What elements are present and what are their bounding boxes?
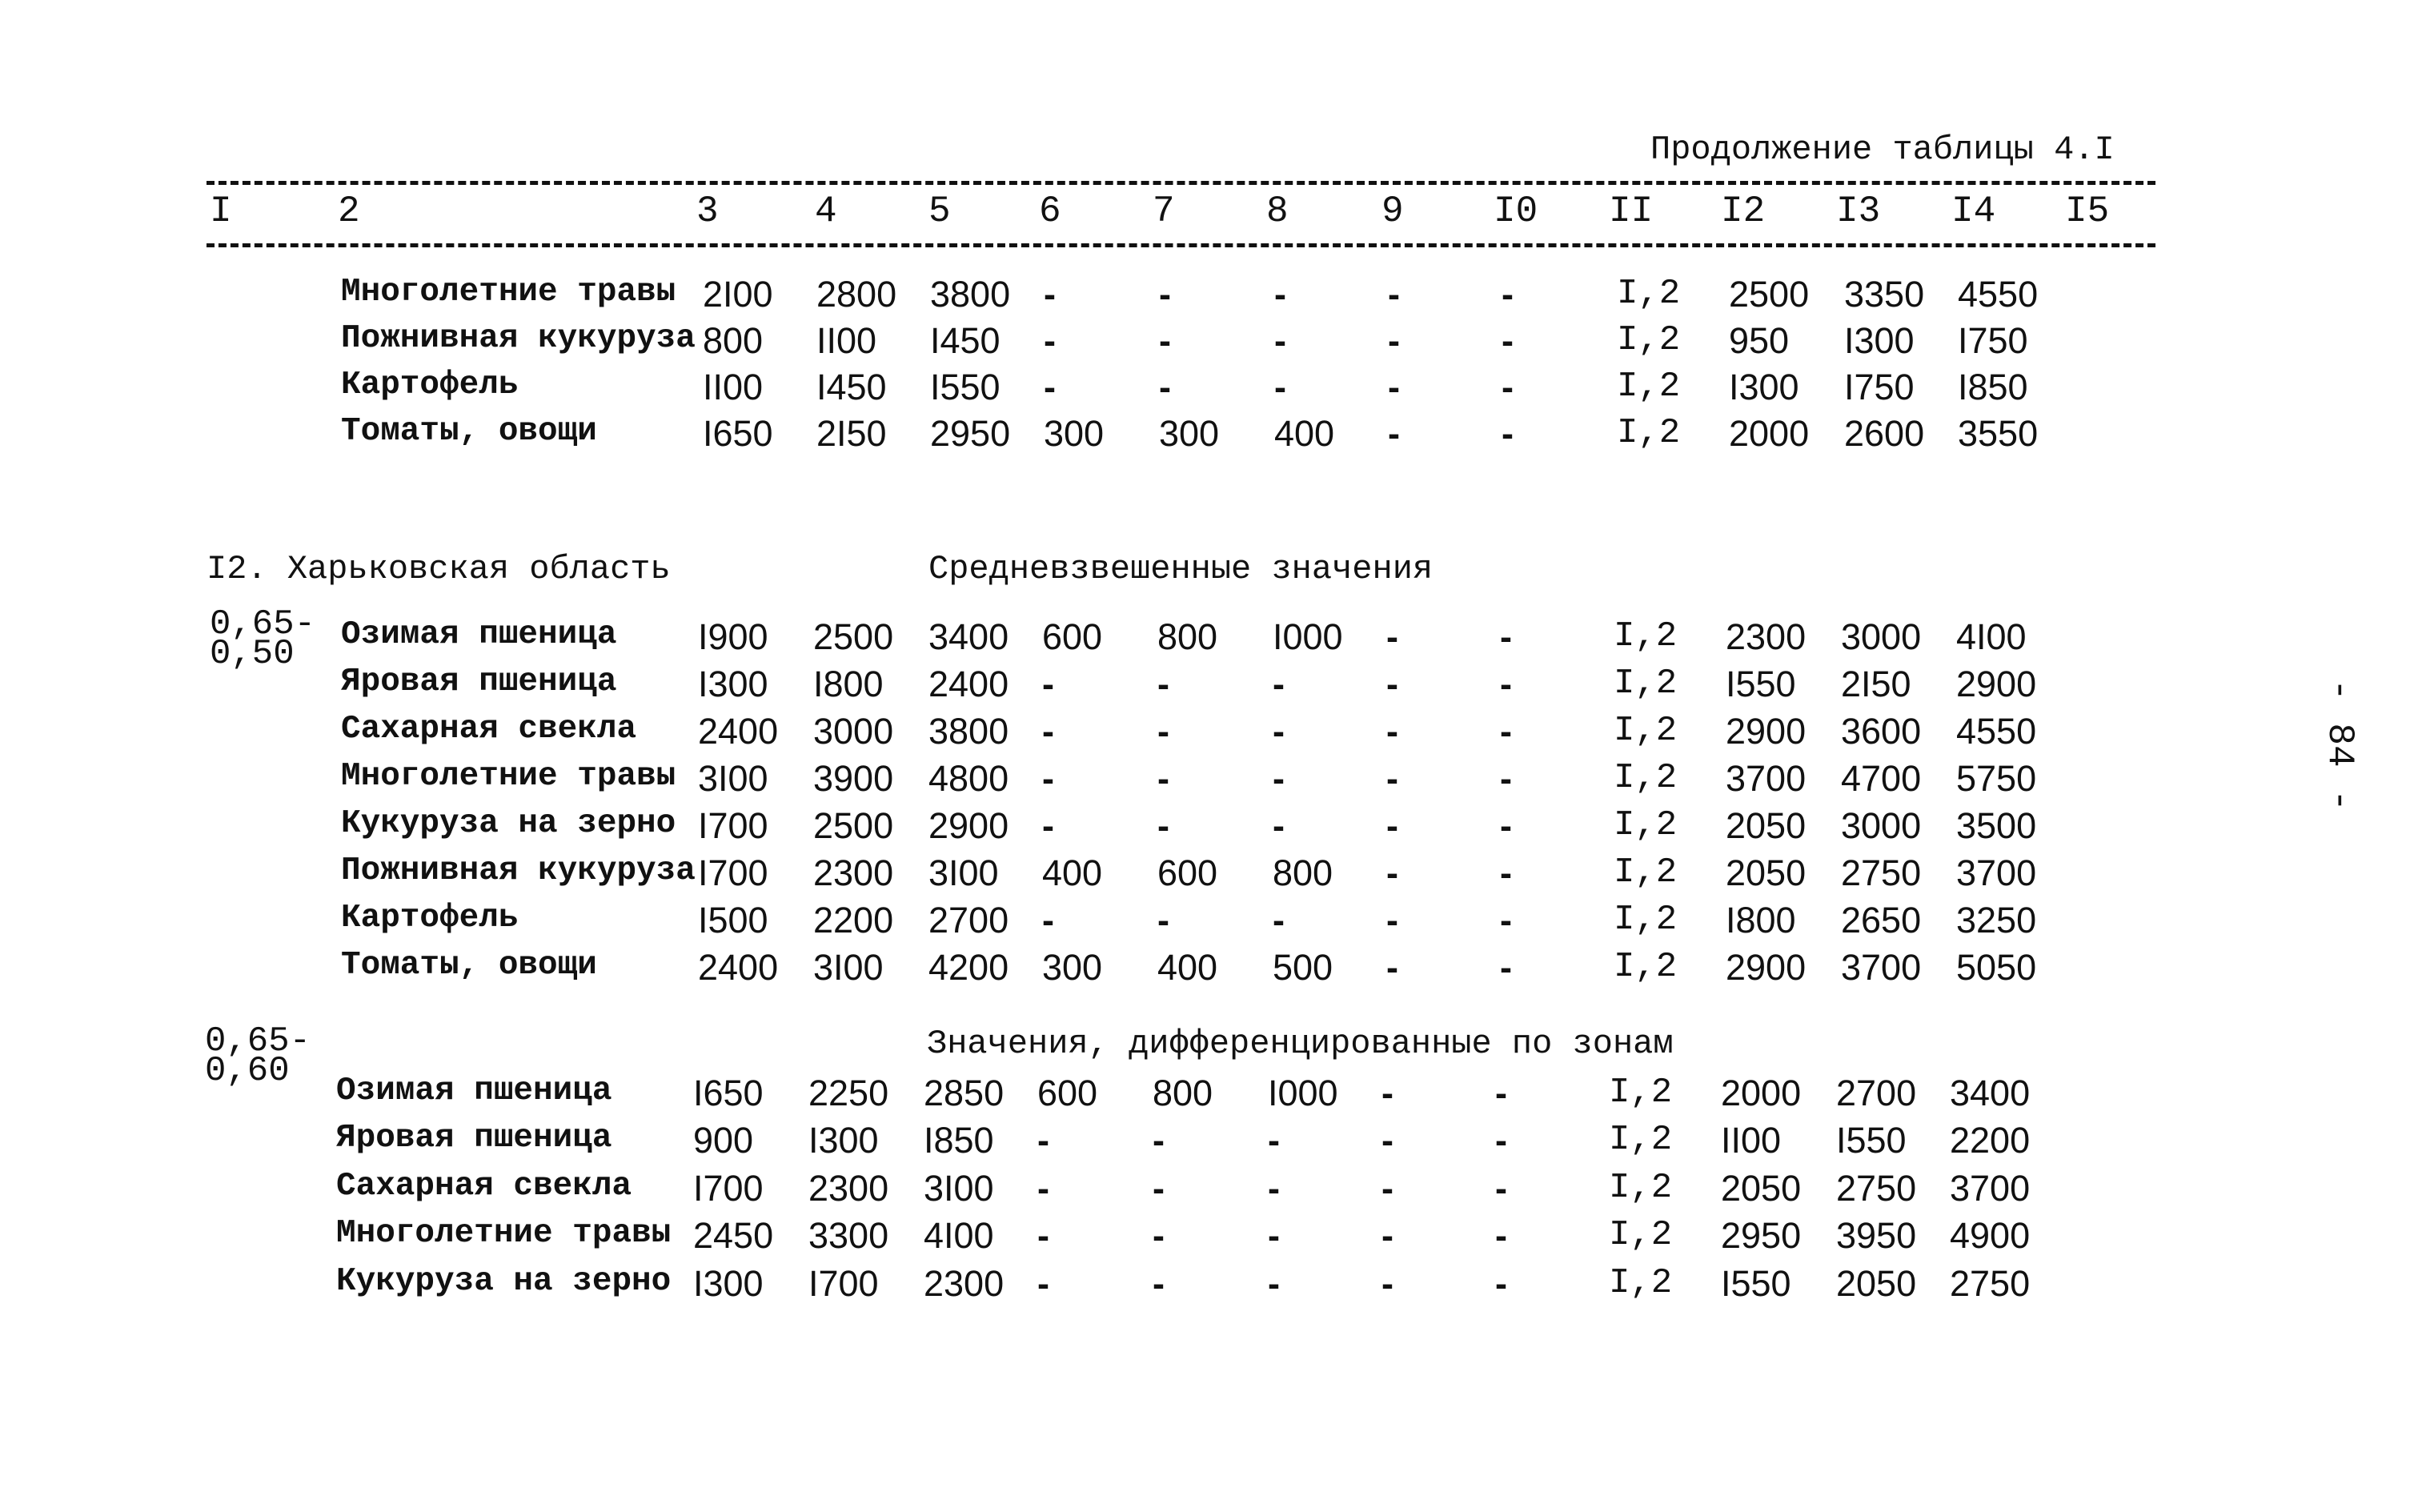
cell: I,2: [1617, 413, 1681, 453]
cell: I700: [693, 1168, 764, 1209]
cell: -: [1386, 758, 1398, 799]
cell: 2300: [1726, 616, 1806, 657]
col-header: I0: [1494, 191, 1538, 232]
cell: 400: [1274, 413, 1335, 454]
cell: I,2: [1614, 664, 1678, 704]
table-row: [0, 1168, 2410, 1208]
cell: 2600: [1844, 413, 1925, 454]
cell: 5750: [1956, 758, 2037, 799]
cell: I650: [703, 413, 773, 454]
cell: 2I50: [1841, 664, 1911, 704]
coef-bottom: 0,50: [210, 634, 295, 675]
cell: -: [1273, 711, 1285, 752]
cell: -: [1044, 367, 1056, 407]
cell: 2750: [1836, 1168, 1917, 1209]
header-top-rule: [207, 181, 2155, 185]
cell: -: [1273, 758, 1285, 799]
cell: I550: [1721, 1263, 1791, 1304]
cell: -: [1502, 320, 1514, 361]
cell: 4700: [1841, 758, 1922, 799]
cell: I,2: [1609, 1073, 1673, 1113]
cell: 3550: [1958, 413, 2039, 454]
cell: -: [1037, 1263, 1049, 1304]
cell: -: [1388, 413, 1400, 454]
cell: -: [1500, 947, 1512, 988]
crop-name: Картофель: [341, 900, 519, 936]
crop-name: Сахарная свекла: [336, 1168, 632, 1205]
cell: -: [1500, 711, 1512, 752]
table-row: [0, 664, 2410, 704]
cell: I,2: [1614, 852, 1678, 892]
cell: -: [1495, 1168, 1507, 1209]
cell: 3500: [1956, 805, 2037, 846]
cell: 2050: [1721, 1168, 1802, 1209]
table-row: [0, 413, 2410, 453]
cell: 3800: [930, 274, 1011, 315]
cell: I,2: [1614, 900, 1678, 940]
cell: -: [1274, 320, 1286, 361]
cell: 2050: [1726, 805, 1806, 846]
cell: I300: [698, 664, 768, 704]
cell: -: [1386, 664, 1398, 704]
cell: 4550: [1958, 274, 2039, 315]
cell: 2300: [924, 1263, 1005, 1304]
cell: 2700: [928, 900, 1009, 940]
cell: -: [1268, 1215, 1280, 1256]
cell: -: [1381, 1073, 1393, 1113]
cell: 3300: [808, 1215, 889, 1256]
cell: -: [1157, 805, 1169, 846]
cell: I300: [1844, 320, 1915, 361]
cell: I550: [1726, 664, 1796, 704]
cell: 2500: [1729, 274, 1810, 315]
cell: -: [1386, 900, 1398, 940]
cell: 4I00: [1956, 616, 2027, 657]
cell: 2450: [693, 1215, 774, 1256]
cell: -: [1042, 711, 1054, 752]
cell: 3700: [1726, 758, 1806, 799]
col-header: 9: [1381, 191, 1404, 232]
cell: -: [1044, 320, 1056, 361]
cell: I750: [1844, 367, 1915, 407]
table-row: [0, 900, 2410, 940]
cell: I,2: [1609, 1215, 1673, 1255]
cell: -: [1037, 1215, 1049, 1256]
cell: I000: [1273, 616, 1343, 657]
col-header: 2: [338, 191, 360, 232]
cell: 2800: [816, 274, 897, 315]
cell: -: [1273, 900, 1285, 940]
cell: I300: [693, 1263, 764, 1304]
cell: I850: [1958, 367, 2028, 407]
col-header: 3: [696, 191, 719, 232]
column-header-row: [0, 191, 2410, 231]
cell: 2050: [1726, 852, 1806, 893]
cell: I500: [698, 900, 768, 940]
cell: I850: [924, 1120, 994, 1161]
col-header: 8: [1266, 191, 1289, 232]
cell: I,2: [1609, 1263, 1673, 1303]
cell: 800: [1157, 616, 1218, 657]
cell: 3950: [1836, 1215, 1917, 1256]
cell: 2000: [1729, 413, 1810, 454]
cell: -: [1153, 1215, 1165, 1256]
cell: 3700: [1841, 947, 1922, 988]
cell: -: [1042, 805, 1054, 846]
cell: -: [1500, 852, 1512, 893]
cell: 2200: [1950, 1120, 2031, 1161]
cell: -: [1500, 664, 1512, 704]
cell: I,2: [1609, 1120, 1673, 1160]
cell: 2300: [813, 852, 894, 893]
page-number: - 84 -: [2318, 679, 2360, 812]
cell: -: [1268, 1120, 1280, 1161]
cell: 2050: [1836, 1263, 1917, 1304]
cell: 600: [1037, 1073, 1098, 1113]
cell: 400: [1157, 947, 1218, 988]
table-row: [0, 616, 2410, 656]
table-row: [0, 1263, 2410, 1303]
cell: -: [1157, 758, 1169, 799]
col-header: I: [210, 191, 232, 232]
cell: I900: [698, 616, 768, 657]
table-row: [0, 367, 2410, 407]
table-row: [0, 852, 2410, 892]
cell: I,2: [1614, 947, 1678, 987]
cell: -: [1502, 413, 1514, 454]
cell: -: [1500, 805, 1512, 846]
cell: 3800: [928, 711, 1009, 752]
cell: -: [1268, 1168, 1280, 1209]
cell: -: [1495, 1120, 1507, 1161]
col-header: I5: [2065, 191, 2110, 232]
cell: 300: [1042, 947, 1103, 988]
cell: 300: [1044, 413, 1105, 454]
cell: I,2: [1614, 758, 1678, 798]
cell: I700: [698, 805, 768, 846]
cell: -: [1386, 711, 1398, 752]
cell: -: [1502, 367, 1514, 407]
cell: -: [1388, 367, 1400, 407]
cell: I000: [1268, 1073, 1338, 1113]
cell: -: [1500, 900, 1512, 940]
cell: 3350: [1844, 274, 1925, 315]
table-row: [0, 947, 2410, 987]
cell: 4800: [928, 758, 1009, 799]
cell: 2500: [813, 805, 894, 846]
cell: II00: [703, 367, 764, 407]
crop-name: Томаты, овощи: [341, 947, 597, 984]
cell: -: [1042, 664, 1054, 704]
cell: I700: [698, 852, 768, 893]
cell: -: [1153, 1263, 1165, 1304]
cell: II00: [1721, 1120, 1782, 1161]
crop-name: Сахарная свекла: [341, 711, 637, 748]
cell: 800: [1153, 1073, 1213, 1113]
table-row: [0, 805, 2410, 845]
cell: 2200: [813, 900, 894, 940]
cell: 2300: [808, 1168, 889, 1209]
cell: 800: [703, 320, 764, 361]
cell: 3700: [1950, 1168, 2031, 1209]
cell: 4550: [1956, 711, 2037, 752]
cell: I550: [1836, 1120, 1907, 1161]
cell: 2I50: [816, 413, 887, 454]
cell: 3600: [1841, 711, 1922, 752]
cell: 2900: [1956, 664, 2037, 704]
cell: -: [1042, 758, 1054, 799]
section-subheading: Значения, дифференцированные по зонам: [927, 1025, 1674, 1063]
cell: 400: [1042, 852, 1103, 893]
header-bottom-rule: [207, 243, 2155, 247]
cell: 3400: [928, 616, 1009, 657]
cell: 5050: [1956, 947, 2037, 988]
cell: 600: [1157, 852, 1218, 893]
cell: -: [1388, 274, 1400, 315]
cell: 2400: [928, 664, 1009, 704]
col-header: 5: [928, 191, 951, 232]
cell: -: [1495, 1073, 1507, 1113]
cell: I450: [930, 320, 1000, 361]
crop-name: Яровая пшеница: [336, 1120, 612, 1157]
cell: 2650: [1841, 900, 1922, 940]
cell: -: [1274, 274, 1286, 315]
cell: -: [1273, 805, 1285, 846]
cell: -: [1386, 852, 1398, 893]
cell: 3000: [1841, 805, 1922, 846]
cell: -: [1037, 1120, 1049, 1161]
cell: -: [1159, 274, 1171, 315]
cell: -: [1386, 947, 1398, 988]
crop-name: Многолетние травы: [341, 274, 676, 311]
col-header: II: [1609, 191, 1654, 232]
col-header: 7: [1153, 191, 1175, 232]
cell: 2I00: [703, 274, 773, 315]
cell: II00: [816, 320, 877, 361]
cell: -: [1381, 1263, 1393, 1304]
cell: 3250: [1956, 900, 2037, 940]
cell: -: [1157, 900, 1169, 940]
col-header: I4: [1951, 191, 1996, 232]
cell: -: [1157, 711, 1169, 752]
cell: -: [1500, 616, 1512, 657]
cell: I,2: [1614, 805, 1678, 845]
cell: -: [1386, 616, 1398, 657]
cell: I,2: [1614, 616, 1678, 656]
cell: I800: [1726, 900, 1796, 940]
cell: 4I00: [924, 1215, 994, 1256]
cell: 900: [693, 1120, 754, 1161]
cell: -: [1159, 320, 1171, 361]
coef-top: 0,65-: [210, 604, 316, 644]
cell: -: [1381, 1215, 1393, 1256]
cell: I,2: [1617, 320, 1681, 360]
cell: 3700: [1956, 852, 2037, 893]
crop-name: Кукуруза на зерно: [336, 1263, 672, 1300]
section-title: I2. Харьковская область: [207, 550, 671, 588]
cell: 2700: [1836, 1073, 1917, 1113]
section-subheading: Средневзвешенные значения: [928, 550, 1434, 588]
crop-name: Яровая пшеница: [341, 664, 617, 700]
cell: -: [1157, 664, 1169, 704]
cell: I800: [813, 664, 884, 704]
table-row: [0, 320, 2410, 360]
cell: I,2: [1609, 1168, 1673, 1208]
crop-name: Пожнивная кукуруза: [341, 320, 696, 357]
cell: 3900: [813, 758, 894, 799]
cell: -: [1381, 1168, 1393, 1209]
cell: -: [1153, 1168, 1165, 1209]
col-header: 6: [1039, 191, 1061, 232]
col-header: I2: [1721, 191, 1766, 232]
cell: -: [1386, 805, 1398, 846]
cell: 3I00: [924, 1168, 994, 1209]
cell: 4900: [1950, 1215, 2031, 1256]
cell: I550: [930, 367, 1000, 407]
cell: -: [1500, 758, 1512, 799]
cell: I700: [808, 1263, 879, 1304]
crop-name: Пожнивная кукуруза: [341, 852, 696, 889]
crop-name: Томаты, овощи: [341, 413, 597, 450]
cell: I,2: [1617, 274, 1681, 314]
cell: 600: [1042, 616, 1103, 657]
cell: 2000: [1721, 1073, 1802, 1113]
table-row: [0, 711, 2410, 751]
cell: 2900: [1726, 947, 1806, 988]
crop-name: Кукуруза на зерно: [341, 805, 676, 842]
cell: 300: [1159, 413, 1220, 454]
cell: -: [1388, 320, 1400, 361]
table-caption: Продолжение таблицы 4.I: [1650, 130, 2115, 169]
coef-top: 0,65-: [205, 1021, 311, 1061]
crop-name: Многолетние травы: [336, 1215, 672, 1252]
cell: 4200: [928, 947, 1009, 988]
cell: 3I00: [928, 852, 999, 893]
cell: -: [1502, 274, 1514, 315]
crop-name: Многолетние травы: [341, 758, 676, 795]
cell: 3000: [1841, 616, 1922, 657]
cell: 2950: [1721, 1215, 1802, 1256]
cell: 3000: [813, 711, 894, 752]
cell: I300: [808, 1120, 879, 1161]
cell: I750: [1958, 320, 2028, 361]
cell: 3400: [1950, 1073, 2031, 1113]
cell: I450: [816, 367, 887, 407]
cell: -: [1268, 1263, 1280, 1304]
cell: -: [1044, 274, 1056, 315]
cell: 2750: [1841, 852, 1922, 893]
crop-name: Озимая пшеница: [336, 1073, 612, 1109]
crop-name: Картофель: [341, 367, 519, 403]
cell: I650: [693, 1073, 764, 1113]
cell: I300: [1729, 367, 1799, 407]
cell: 2900: [928, 805, 1009, 846]
cell: 2400: [698, 947, 779, 988]
cell: -: [1495, 1263, 1507, 1304]
cell: 2950: [930, 413, 1011, 454]
cell: -: [1273, 664, 1285, 704]
cell: -: [1159, 367, 1171, 407]
cell: 2400: [698, 711, 779, 752]
cell: 950: [1729, 320, 1790, 361]
cell: 2250: [808, 1073, 889, 1113]
cell: 2500: [813, 616, 894, 657]
col-header: I3: [1836, 191, 1881, 232]
cell: -: [1042, 900, 1054, 940]
cell: 2900: [1726, 711, 1806, 752]
cell: 800: [1273, 852, 1333, 893]
cell: I,2: [1617, 367, 1681, 407]
table-row: [0, 758, 2410, 798]
cell: 3I00: [813, 947, 884, 988]
col-header: 4: [815, 191, 837, 232]
cell: I,2: [1614, 711, 1678, 751]
table-row: [0, 1073, 2410, 1113]
cell: 3I00: [698, 758, 768, 799]
cell: -: [1274, 367, 1286, 407]
table-row: [0, 1215, 2410, 1255]
crop-name: Озимая пшеница: [341, 616, 617, 653]
cell: 2850: [924, 1073, 1005, 1113]
cell: -: [1381, 1120, 1393, 1161]
cell: 2750: [1950, 1263, 2031, 1304]
coef-bottom: 0,60: [205, 1051, 290, 1092]
cell: -: [1153, 1120, 1165, 1161]
table-row: [0, 1120, 2410, 1160]
cell: 500: [1273, 947, 1333, 988]
cell: -: [1037, 1168, 1049, 1209]
table-row: [0, 274, 2410, 314]
cell: -: [1495, 1215, 1507, 1256]
